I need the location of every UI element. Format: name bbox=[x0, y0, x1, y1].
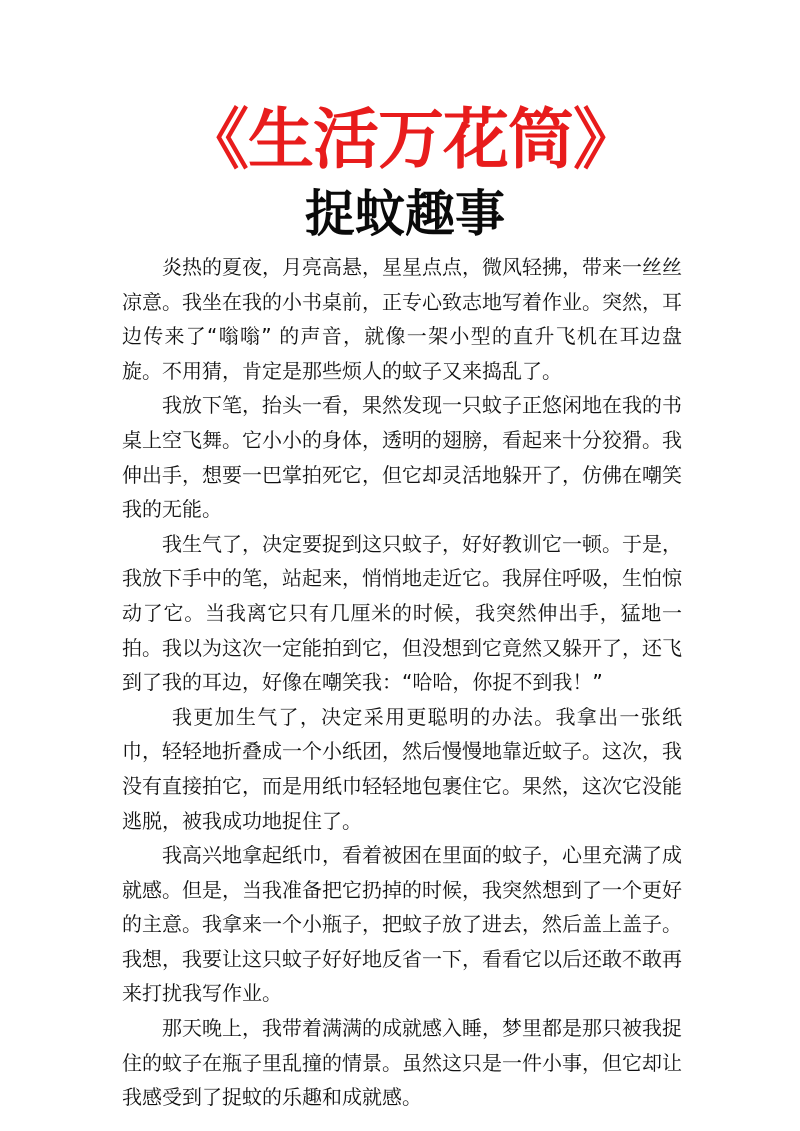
essay-body bbox=[122, 250, 682, 1115]
paragraph-6: 那天晚上，我带着满满的成就感入睡，梦里都是那只被我捉住的蚊子在瓶子里乱撞的情景。虽然这只是一件小事，但它却让我感受到了捉蚊的乐趣和成就感。 bbox=[122, 1016, 682, 1110]
paragraph-4: 我更加生气了，决定采用更聪明的办法。我拿出一张纸巾，轻轻地折叠成一个小纸团，然后慢慢地靠近蚊子。这次，我没有直接拍它，而是用纸巾轻轻地包裹住它。果然，这次它没能逃脱，被我成功地捉住了。 bbox=[122, 704, 682, 833]
paragraph-1: 炎热的夏夜，月亮高悬，星星点点，微风轻拂，带来一丝丝凉意。我坐在我的小书桌前，正专心致志地写着作业。突然，耳边传来了“嗡嗡” 的声音，就像一架小型的直升飞机在耳边盘旋。不用猜，肯定是那些烦人的蚊子又来捣乱了。 bbox=[122, 255, 682, 383]
paragraph-5: 我高兴地拿起纸巾，看着被困在里面的蚊子，心里充满了成就感。但是，当我准备把它扔掉的时候，我突然想到了一个更好的主意。我拿来一个小瓶子，把蚊子放了进去，然后盖上盖子。我想，我要让这只蚊子好好地反省一下，看看它以后还敢不敢再来打扰我写作业。 bbox=[122, 843, 682, 1006]
paragraph-2: 我放下笔，抬头一看，果然发现一只蚊子正悠闲地在我的书桌上空飞舞。它小小的身体，透明的翅膀，看起来十分狡猾。我伸出手，想要一巴掌拍死它，但它却灵活地躲开了，仿佛在嘲笑我的无能。 bbox=[122, 393, 682, 522]
paragraph-3: 我生气了，决定要捉到这只蚊子，好好教训它一顿。于是，我放下手中的笔，站起来，悄悄地走近它。我屏住呼吸，生怕惊动了它。当我离它只有几厘米的时候，我突然伸出手，猛地一拍。我以为这次一定能拍到它，但没想到它竟然又躲开了，还飞到了我的耳边，好像在嘲笑我：“哈哈，你捉不到我！” bbox=[122, 531, 682, 695]
series-title: 《生活万花筒》 bbox=[183, 101, 638, 178]
essay-title: 捉蚊趣事 bbox=[305, 185, 505, 243]
